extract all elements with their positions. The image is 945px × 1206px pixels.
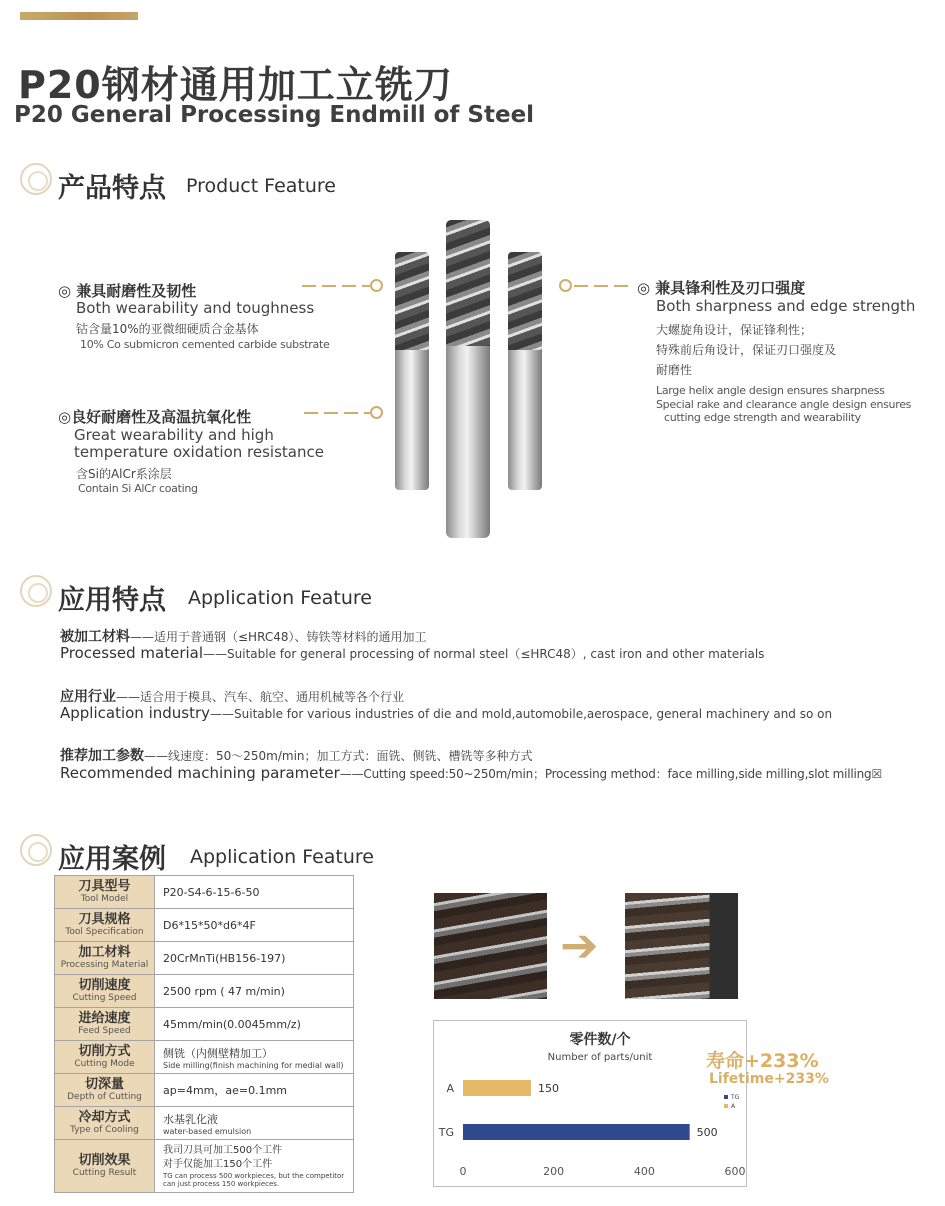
table-key	[55, 909, 155, 941]
key-cn: 进给速度	[78, 1011, 131, 1026]
key-cn: 切削速度	[78, 978, 131, 993]
table-key	[55, 1140, 155, 1192]
leader-line	[302, 285, 370, 287]
data-label: 150	[538, 1082, 559, 1095]
app-parameter-cn-text: ——线速度：50～250m/min；加工方式：面铣、侧铣、槽铣等多种方式	[144, 749, 533, 763]
section-ring-icon	[20, 163, 52, 195]
key-cn: 切削效果	[78, 1153, 131, 1168]
key-en: Processing Material	[60, 960, 149, 970]
key-cn: 加工材料	[78, 945, 131, 960]
table-value	[155, 1107, 353, 1139]
endmill-left-flute	[395, 252, 429, 352]
bullet-circle-icon	[370, 406, 383, 419]
app-parameter-cn	[60, 745, 533, 765]
table-row	[55, 1140, 353, 1192]
category-label: A	[446, 1082, 454, 1095]
x-tick-label: 400	[633, 1165, 655, 1178]
lifetime-en: Lifetime+233%	[709, 1071, 829, 1087]
application-case-heading-cn: 应用案例	[58, 844, 166, 875]
table-key	[55, 876, 155, 908]
key-cn: 刀具规格	[78, 912, 131, 927]
table-value	[155, 909, 353, 941]
table-key	[55, 1074, 155, 1106]
parts-count-chart	[433, 1020, 747, 1187]
app-parameter-en-label: Recommended machining parameter	[60, 764, 340, 782]
key-en: Tool Model	[80, 894, 129, 904]
bar-tg	[463, 1124, 690, 1140]
chart-subtitle: Number of parts/unit	[547, 1052, 653, 1063]
x-tick-label: 200	[543, 1165, 565, 1178]
table-row	[55, 909, 353, 942]
application-case-heading-en: Application Feature	[190, 846, 374, 868]
workpiece-photo-after	[625, 893, 738, 999]
feature-wearability-cn: 钴含量10%的亚微细硬质合金基体	[76, 322, 259, 336]
key-en: Type of Cooling	[70, 1125, 139, 1135]
app-industry-en-text: ——Suitable for various industries of die and mold,automobile,aerospace, general machinery and so on	[210, 707, 833, 721]
key-cn: 切削方式	[78, 1044, 131, 1059]
feature-sharpness-en: Both sharpness and edge strength	[656, 297, 916, 315]
section-ring-icon	[20, 834, 52, 866]
result-line-1: 我司刀具可加工500个工件	[163, 1145, 283, 1156]
result-tiny-2: can just process 150 workpieces.	[163, 1180, 280, 1188]
table-key	[55, 1107, 155, 1139]
table-value	[155, 975, 353, 1007]
table-row	[55, 1041, 353, 1074]
leader-line	[304, 412, 370, 414]
table-key	[55, 975, 155, 1007]
legend-swatch	[724, 1104, 728, 1108]
table-value	[155, 942, 353, 974]
value-text: 侧铣（内侧壁精加工）	[163, 1046, 273, 1060]
table-value	[155, 1074, 353, 1106]
feature-oxidation-cn: 含Si的AlCr系涂层	[76, 467, 172, 481]
table-row	[55, 1008, 353, 1041]
app-industry-cn-label: 应用行业	[60, 689, 116, 705]
feature-oxidation-en-1: Great wearability and high	[74, 426, 274, 444]
bar-a	[463, 1080, 531, 1096]
table-key	[55, 1008, 155, 1040]
key-en: Depth of Cutting	[67, 1092, 142, 1102]
category-label: TG	[438, 1126, 454, 1139]
arrow-right-icon: ➔	[560, 918, 599, 972]
product-feature-heading-en: Product Feature	[186, 175, 336, 197]
table-key	[55, 1041, 155, 1073]
key-cn: 冷却方式	[78, 1110, 131, 1125]
table-value	[155, 876, 353, 908]
endmill-center-flute	[446, 220, 490, 348]
feature-sharpness-cn-2: 特殊前后角设计，保证刃口强度及	[656, 343, 837, 357]
key-cn: 刀具型号	[78, 879, 131, 894]
page-title-cn: P20钢材通用加工立铣刀	[18, 63, 453, 107]
endmill-left-shank	[395, 350, 429, 490]
value-text: D6*15*50*d6*4F	[163, 918, 256, 932]
value-text: 水基乳化液	[163, 1112, 218, 1126]
app-material-en-label: Processed material	[60, 644, 204, 662]
table-row	[55, 1107, 353, 1140]
app-material-en	[60, 643, 764, 662]
key-en: Feed Speed	[78, 1026, 131, 1036]
app-industry-en-label: Application industry	[60, 704, 211, 722]
top-accent-bar	[20, 12, 138, 20]
app-parameter-cn-label: 推荐加工参数	[60, 748, 144, 764]
feature-wearability-small: 10% Co submicron cemented carbide substrate	[80, 338, 330, 351]
feature-sharpness-small-2: Special rake and clearance angle design ensures	[656, 398, 912, 411]
feature-sharpness-cn-3: 耐磨性	[656, 363, 693, 377]
key-en: Tool Specification	[65, 927, 144, 937]
bullet-circle-icon	[370, 279, 383, 292]
feature-sharpness-title: ◎ 兼具锋利性及刃口强度	[637, 279, 806, 297]
x-tick-label: 0	[459, 1165, 467, 1178]
value-text: 20CrMnTi(HB156-197)	[163, 951, 286, 965]
chart-svg	[434, 1021, 748, 1188]
feature-sharpness-cn-1: 大螺旋角设计，保证锋利性；	[656, 323, 813, 337]
bullet-circle-icon	[559, 279, 572, 292]
data-label: 500	[696, 1126, 718, 1139]
key-en: Cutting Speed	[72, 993, 137, 1003]
legend-label: A	[731, 1103, 736, 1110]
endmill-right-shank	[508, 350, 542, 490]
feature-oxidation-title: ◎良好耐磨性及高温抗氧化性	[58, 408, 252, 426]
app-industry-cn-text: ——适合用于模具、汽车、航空、通用机械等各个行业	[116, 690, 405, 704]
feature-wearability-en: Both wearability and toughness	[76, 299, 315, 317]
value-text: 45mm/min(0.0045mm/z)	[163, 1017, 301, 1031]
endmill-center-shank	[446, 346, 490, 538]
result-tiny-1: TG can process 500 workpieces, but the competitor	[163, 1172, 345, 1180]
case-table	[54, 875, 354, 1193]
table-key	[55, 942, 155, 974]
leader-line	[574, 285, 632, 287]
app-material-cn-label: 被加工材料	[60, 629, 130, 645]
feature-sharpness-small-1: Large helix angle design ensures sharpness	[656, 384, 885, 397]
endmill-right-flute	[508, 252, 542, 352]
value-text: ap=4mm，ae=0.1mm	[163, 1084, 288, 1097]
value-sub: Side milling(finish machining for medial wall)	[163, 1060, 344, 1070]
app-industry-en	[60, 703, 832, 722]
page-title-en: P20 General Processing Endmill of Steel	[14, 102, 535, 128]
application-feature-heading-en: Application Feature	[188, 587, 372, 609]
workpiece-photo-before	[434, 893, 547, 999]
table-row	[55, 975, 353, 1008]
app-material-cn-text: ——适用于普通钢（≤HRC48）、铸铁等材料的通用加工	[130, 630, 427, 644]
app-parameter-en	[60, 763, 882, 782]
feature-wearability-title: ◎ 兼具耐磨性及韧性	[58, 282, 197, 300]
table-value	[155, 1041, 353, 1073]
key-cn: 切深量	[84, 1077, 124, 1092]
application-feature-heading-cn: 应用特点	[58, 585, 166, 616]
key-en: Cutting Mode	[74, 1059, 135, 1069]
value-text: 2500 rpm ( 47 m/min)	[163, 984, 285, 998]
x-tick-label: 600	[724, 1165, 746, 1178]
legend-swatch	[724, 1095, 728, 1099]
app-parameter-en-text: ——Cutting speed:50~250m/min；Processing method：face milling,side milling,slot milling☒	[339, 767, 883, 781]
table-row	[55, 942, 353, 975]
feature-oxidation-en-2: temperature oxidation resistance	[74, 443, 324, 461]
table-value	[155, 1140, 353, 1192]
app-material-en-text: ——Suitable for general processing of normal steel（≤HRC48）, cast iron and other materials	[203, 647, 765, 661]
value-sub: water-based emulsion	[163, 1126, 252, 1136]
lifetime-cn: 寿命+233%	[706, 1050, 819, 1072]
result-line-2: 对手仅能加工150个工件	[163, 1159, 273, 1170]
chart-title: 零件数/个	[569, 1032, 631, 1048]
legend-label: TG	[731, 1094, 740, 1101]
feature-oxidation-small: Contain Si AlCr coating	[78, 482, 198, 495]
value-text: P20-S4-6-15-6-50	[163, 885, 260, 899]
feature-sharpness-small-3: cutting edge strength and wearability	[664, 411, 861, 424]
table-value	[155, 1008, 353, 1040]
product-feature-heading-cn: 产品特点	[58, 173, 166, 204]
table-row	[55, 1074, 353, 1107]
table-row	[55, 876, 353, 909]
key-en: Cutting Result	[72, 1168, 137, 1178]
section-ring-icon	[20, 575, 52, 607]
